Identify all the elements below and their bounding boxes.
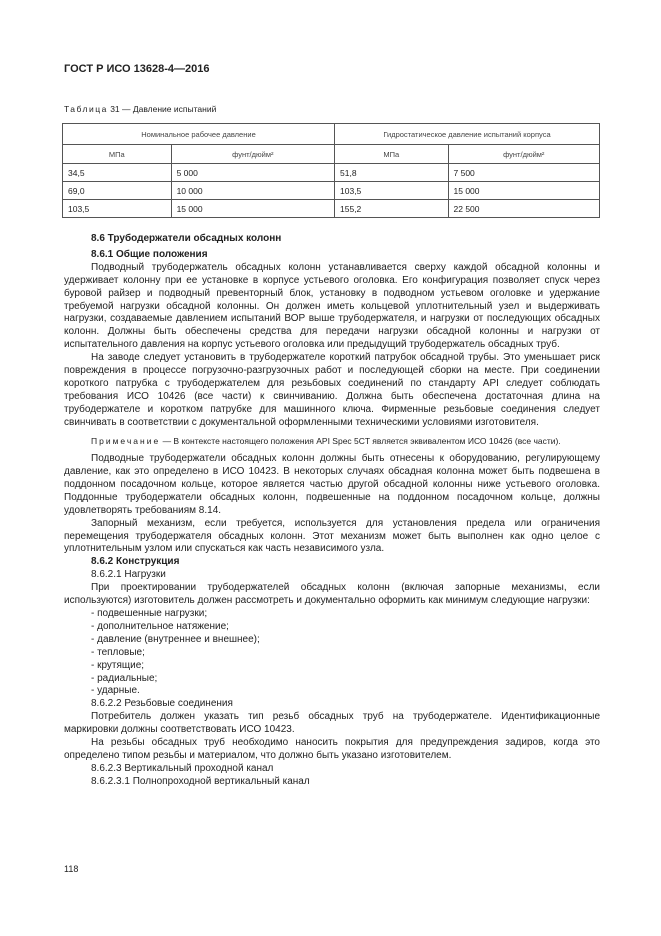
document-header: ГОСТ Р ИСО 13628-4—2016 xyxy=(64,63,210,75)
table-cell: 155,2 xyxy=(335,200,449,218)
paragraph: Подводные трубодержатели обсадных колонн должны быть отнесены к оборудованию, регулирующему давление, как это определено в ИСО 10423. В некоторых случаях обсадная колонна может быть подвешена в поддонном посадочном кольце, которое является частью другой обсадной колонны ниже устьевого оголовка. Поддонные трубодержатели обсадных колонн, подвешенные на поддонном посадочном кольце, должны удовлетворять требованиям 8.14. xyxy=(64,453,600,516)
table-caption-label: Таблица xyxy=(64,104,108,114)
note-text: — В контексте настоящего положения API Spec 5CT является эквивалентом ИСО 10426 (все части). xyxy=(160,435,561,446)
table-row xyxy=(63,164,600,182)
clause-heading: 8.6.2.3.1 Полнопроходной вертикальный канал xyxy=(91,775,310,787)
document-body xyxy=(64,233,600,789)
table-cell: 69,0 xyxy=(63,182,172,200)
table-cell: 15 000 xyxy=(448,182,599,200)
table-cell: 7 500 xyxy=(448,164,599,182)
paragraph: На резьбы обсадных труб необходимо наносить покрытия для предупреждения задиров, когда это определено типом резьбы и материалом, что должно быть указано изготовителем. xyxy=(64,737,600,761)
subsection-heading: 8.6.1 Общие положения xyxy=(91,248,208,260)
table-sub-header-row xyxy=(63,145,600,164)
table-cell: 34,5 xyxy=(63,164,172,182)
sub-header: МПа xyxy=(335,145,449,164)
sub-header: фунт/дюйм² xyxy=(171,145,334,164)
list-item: - тепловые; xyxy=(91,646,145,658)
list-item: - подвешенные нагрузки; xyxy=(91,607,208,619)
table-row xyxy=(63,200,600,218)
table-row xyxy=(63,182,600,200)
list-item: - радиальные; xyxy=(91,672,158,684)
table-caption-text: 31 — Давление испытаний xyxy=(107,104,217,114)
list-item: - дополнительное натяжение; xyxy=(91,620,229,632)
pressure-table xyxy=(62,123,600,218)
list-item: - давление (внутреннее и внешнее); xyxy=(91,633,260,645)
paragraph: При проектировании трубодержателей обсадных колонн (включая запорные механизмы, если используются) изготовитель должен рассмотреть и документально оформить как минимум следующие нагрузки: xyxy=(64,582,600,607)
clause-heading: 8.6.2.1 Нагрузки xyxy=(91,569,166,581)
group-header: Номинальное рабочее давление xyxy=(63,124,335,145)
clause-heading: 8.6.2.3 Вертикальный проходной канал xyxy=(91,762,274,774)
group-header: Гидростатическое давление испытаний корпуса xyxy=(335,124,600,145)
clause-heading: 8.6.2.2 Резьбовые соединения xyxy=(91,698,233,710)
table-cell: 51,8 xyxy=(335,164,449,182)
table-cell: 5 000 xyxy=(171,164,334,182)
table-cell: 10 000 xyxy=(171,182,334,200)
list-item: - крутящие; xyxy=(91,659,145,671)
note xyxy=(64,436,600,448)
section-heading: 8.6 Трубодержатели обсадных колонн xyxy=(91,233,282,244)
table-caption xyxy=(64,104,216,114)
table-cell: 22 500 xyxy=(448,200,599,218)
table-cell: 15 000 xyxy=(171,200,334,218)
paragraph: Подводный трубодержатель обсадных колонн устанавливается сверху каждой обсадной колонны и удерживает колонну при ее установке в корпусе устьевого оголовка. Его конфигурация позволяет спуск через буровой райзер и подводный превенторный блок, установку в подводном устьевом оголовке и удержание требуемой нагрузки обсадной колонны. Он должен иметь кольцевой уплотнительный узел и выдерживать нагрузки, создаваемые давлением испытаний ВОР выше трубодержателя, и нагрузки от последующих обсадных колонн. Должны быть обеспечены средства для передачи нагрузки обсадной колонны и нагрузки от испытательного давления на корпус устьевого оголовка или предыдущий трубодержатель обсадных труб. xyxy=(64,261,600,351)
paragraph: Потребитель должен указать тип резьб обсадных труб на трубодержателе. Идентификационные маркировки должны соответствовать ИСО 10423. xyxy=(64,711,600,736)
table-cell: 103,5 xyxy=(63,200,172,218)
paragraph: На заводе следует установить в трубодержателе короткий патрубок обсадной трубы. Это уменьшает риск повреждения в процессе погрузочно-разгрузочных работ и последующей сборки на месте. При соединении короткого патрубка с трубодержателем для резьбовых соединений по стандарту API следует соблюдать требования ИСО 10426 (все части) к свинчиванию. Должна быть обеспечена достаточная длина на трубодержателе и коротком патрубке для машинного ключа. Фирменные резьбовые соединения следует свинчивать в соответствии с документальной оформленными техническими условиями изготовителя. xyxy=(64,352,600,428)
subsection-heading: 8.6.2 Конструкция xyxy=(91,556,180,568)
paragraph: Запорный механизм, если требуется, используется для установления предела или ограничения перемещения трубодержателя обсадных колонн. Этот механизм может быть выполнен как одно целое с уплотнительным узлом или спускаться как часть независимого узла. xyxy=(64,517,600,555)
sub-header: фунт/дюйм² xyxy=(448,145,599,164)
list-item: - ударные. xyxy=(91,685,140,697)
sub-header: МПа xyxy=(63,145,172,164)
table-cell: 103,5 xyxy=(335,182,449,200)
table-group-header-row xyxy=(63,124,600,145)
note-label: Примечание xyxy=(91,435,161,446)
page-number: 118 xyxy=(64,864,79,874)
